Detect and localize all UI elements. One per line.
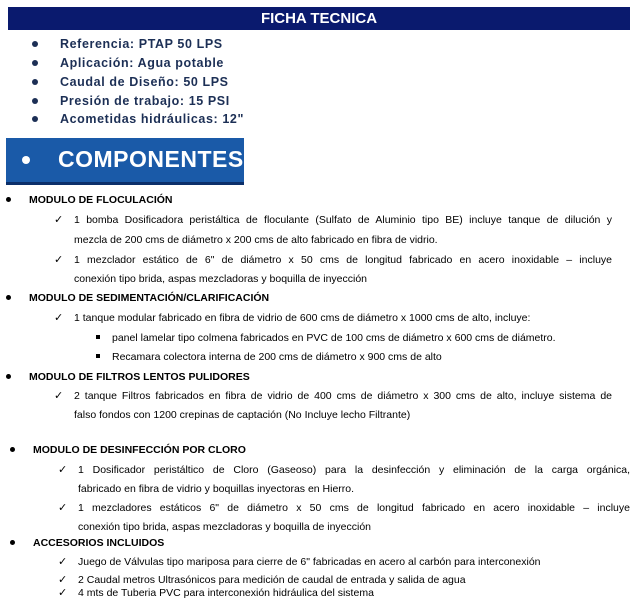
item-line: 1 bomba Dosificadora peristáltica de floculante (Sulfato de Aluminio tipo BE) incluye tanque de dilución y — [74, 214, 612, 226]
square-bullet-icon — [96, 335, 100, 339]
spec-acometidas: Acometidas hidráulicas: 12" — [32, 112, 244, 126]
spec-aplicacion: Aplicación: Agua potable — [32, 56, 224, 70]
bullet-icon — [6, 197, 11, 202]
bullet-icon — [32, 79, 38, 85]
item-line: 1 Dosificador peristáltico de Cloro (Gaseoso) para la desinfección y eliminación de la carga orgánica, — [78, 464, 630, 476]
square-bullet-icon — [96, 354, 100, 358]
item-line: 2 tanque Filtros fabricados en fibra de vidrio de 400 cms de diámetro x 300 cms de alto, incluye sistema de — [74, 390, 612, 402]
check-icon: ✓ — [54, 390, 64, 402]
item-line: 1 tanque modular fabricado en fibra de vidrio de 600 cms de diámetro x 1000 cms de alto, incluye: — [74, 312, 531, 324]
ficha-tecnica-header: FICHA TECNICA — [8, 7, 630, 30]
spec-referencia: Referencia: PTAP 50 LPS — [32, 37, 223, 51]
item-line: mezcla de 200 cms de diámetro x 200 cms de alto fabricado en fibra de vidrio. — [74, 234, 438, 246]
section-accesorios-title: ACCESORIOS INCLUIDOS — [10, 537, 164, 549]
bullet-icon — [6, 374, 11, 379]
item-line: fabricado en fibra de vidrio y boquillas inyectoras en Hierro. — [78, 483, 355, 495]
check-icon: ✓ — [58, 574, 68, 586]
check-icon: ✓ — [54, 312, 64, 324]
item-line: Juego de Válvulas tipo mariposa para cierre de 6" fabricadas en acero al carbón para interconexión — [78, 556, 541, 568]
bullet-icon — [6, 295, 11, 300]
bullet-icon — [10, 447, 15, 452]
bullet-icon — [10, 540, 15, 545]
sub-item: Recamara colectora interna de 200 cms de diámetro x 900 cms de alto — [96, 351, 442, 363]
check-icon: ✓ — [58, 556, 68, 568]
check-icon: ✓ — [58, 464, 68, 476]
sub-item: panel lamelar tipo colmena fabricados en PVC de 100 cms de diámetro x 600 cms de diámetro. — [96, 332, 556, 344]
bullet-icon — [32, 98, 38, 104]
spec-caudal: Caudal de Diseño: 50 LPS — [32, 75, 229, 89]
item-line: 1 mezcladores estáticos 6" de diámetro x 50 cms de longitud fabricado en acero inoxidable – incluye — [78, 502, 630, 514]
section-sedimentacion-title: MODULO DE SEDIMENTACIÓN/CLARIFICACIÓN — [6, 292, 269, 304]
spec-presion: Presión de trabajo: 15 PSI — [32, 94, 230, 108]
item-line: conexión tipo brida, aspas mezcladoras y boquilla de inyección — [74, 273, 368, 285]
check-icon: ✓ — [58, 502, 68, 514]
check-icon: ✓ — [54, 254, 64, 266]
componentes-title: COMPONENTES — [58, 146, 244, 172]
bullet-icon — [32, 41, 38, 47]
section-desinfeccion-title: MODULO DE DESINFECCIÓN POR CLORO — [10, 444, 246, 456]
bullet-icon — [32, 60, 38, 66]
section-filtros-title: MODULO DE FILTROS LENTOS PULIDORES — [6, 371, 250, 383]
bullet-icon — [32, 116, 38, 122]
item-line: 2 Caudal metros Ultrasónicos para medición de caudal de entrada y salida de agua — [78, 574, 466, 586]
section-floculacion-title: MODULO DE FLOCULACIÓN — [6, 194, 173, 206]
item-line: 4 mts de Tuberia PVC para interconexión hidráulica del sistema — [78, 587, 374, 599]
item-line: conexión tipo brida, aspas mezcladoras y boquilla de inyección — [78, 521, 372, 533]
banner-bullet-icon — [22, 156, 30, 164]
item-line: 1 mezclador estático de 6" de diámetro x 50 cms de longitud fabricado en acero inoxidable – incluye — [74, 254, 612, 266]
check-icon: ✓ — [54, 214, 64, 226]
check-icon: ✓ — [58, 587, 68, 599]
item-line: falso fondos con 1200 crepinas de captación (No Incluye lecho Filtrante) — [74, 409, 411, 421]
